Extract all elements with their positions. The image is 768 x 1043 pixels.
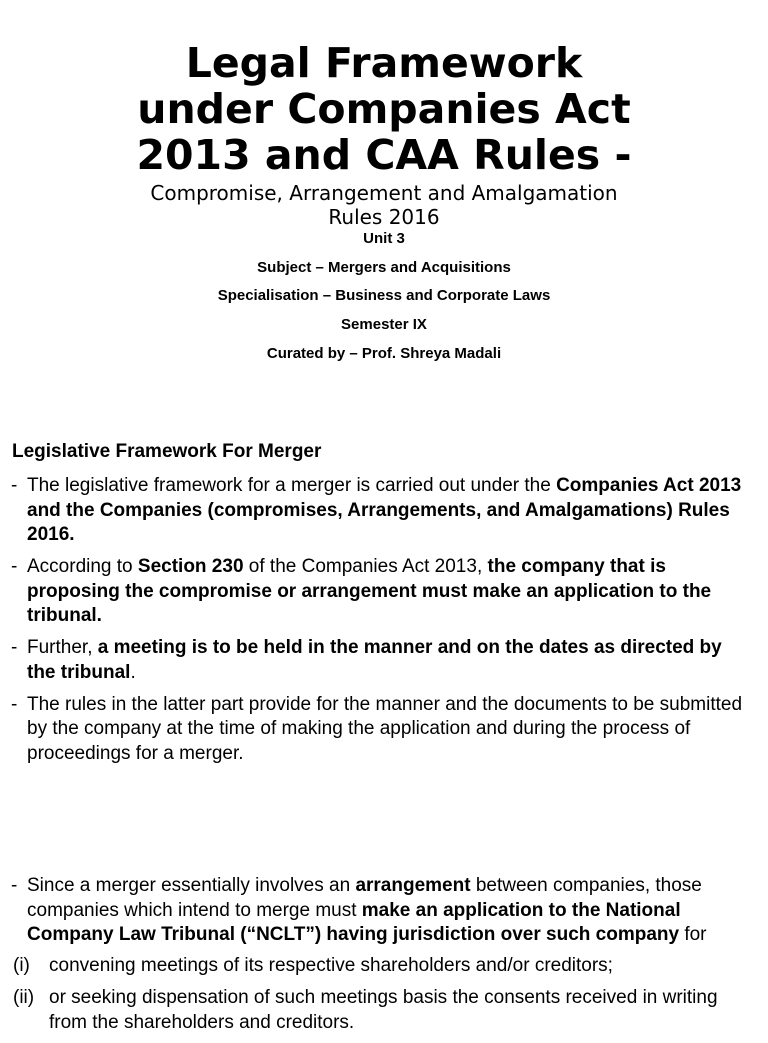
- item-number: (i): [13, 955, 30, 976]
- bullet-item: [0, 874, 768, 948]
- specialisation-label: Specialisation – Business and Corporate Laws: [217, 287, 551, 305]
- unit-label: Unit 3: [363, 230, 405, 247]
- curator-label: Curated by – Prof. Shreya Madali: [266, 344, 502, 362]
- bullet-marker: -: [11, 637, 18, 658]
- bullet-marker: -: [11, 693, 18, 715]
- bullet-item: [0, 555, 768, 629]
- text-run: The rules in the latter part provide for the manner and the documents to be submitted by the company at the time of making the application and during the process of proceedings for a merger.: [27, 693, 743, 764]
- slide-title-line: 2013 and CAA Rules -: [136, 131, 632, 179]
- item-number: (ii): [13, 987, 35, 1008]
- slide-title: [0, 40, 768, 178]
- item-text: convening meetings of its respective shareholders and/or creditors;: [49, 955, 613, 976]
- bullet-text: [27, 694, 742, 764]
- slide-subtitle: [0, 181, 768, 229]
- subject-label: Subject – Mergers and Acquisitions: [257, 258, 511, 276]
- bullet-text: [27, 556, 711, 626]
- numbered-item: [0, 986, 768, 1035]
- bullet-text: [27, 637, 722, 683]
- bullet-marker: -: [11, 875, 18, 896]
- bullet-item: [0, 693, 768, 767]
- bullet-text: [27, 475, 741, 545]
- section-heading: Legislative Framework For Merger: [12, 441, 322, 462]
- slide-subtitle-line: Compromise, Arrangement and Amalgamation: [150, 181, 618, 205]
- bold-text-run: arrangement: [355, 875, 471, 896]
- bold-text-run: Section 230: [137, 556, 244, 577]
- slide-title-line: Legal Framework: [185, 39, 583, 87]
- text-run: .: [130, 661, 136, 683]
- bold-text-run: Companies Act 2013 and the Companies (compromises, Arrangements, and Amalgamations) Rules 2016.: [27, 475, 742, 545]
- bullet-item: [0, 636, 768, 685]
- numbered-list: [0, 954, 768, 1043]
- bullet-list: [0, 874, 768, 951]
- item-text: or seeking dispensation of such meetings basis the consents received in writing from the shareholders and creditors.: [49, 987, 718, 1033]
- course-details: [0, 229, 768, 372]
- slide-subtitle-line: Rules 2016: [328, 205, 440, 229]
- text-run: Since a merger essentially involves an: [27, 875, 356, 896]
- title-slide: [0, 0, 768, 400]
- semester-label: Semester IX: [341, 316, 427, 334]
- bullet-marker: -: [11, 475, 18, 496]
- numbered-item: [0, 954, 768, 979]
- bold-text-run: a meeting is to be held in the manner and on the dates as directed by the tribunal: [27, 637, 722, 683]
- bold-text-run: the company that is proposing the compromise or arrangement must make an application to the tribunal.: [27, 556, 712, 626]
- bullet-list: [0, 474, 768, 774]
- text-run: According to: [27, 556, 138, 577]
- bullet-item: [0, 474, 768, 548]
- text-run: The legislative framework for a merger is carried out under the: [27, 475, 557, 496]
- bold-text-run: make an application to the National Company Law Tribunal (“NCLT”) having jurisdiction over such company: [27, 899, 681, 945]
- text-run: Further,: [27, 637, 98, 658]
- text-run: for: [679, 924, 707, 945]
- bullet-text: [27, 875, 707, 945]
- text-run: of the Companies Act 2013,: [243, 556, 488, 577]
- slide-title-line: under Companies Act: [137, 85, 631, 133]
- text-run: between companies, those companies which intend to merge must: [27, 875, 702, 921]
- bullet-marker: -: [11, 556, 18, 577]
